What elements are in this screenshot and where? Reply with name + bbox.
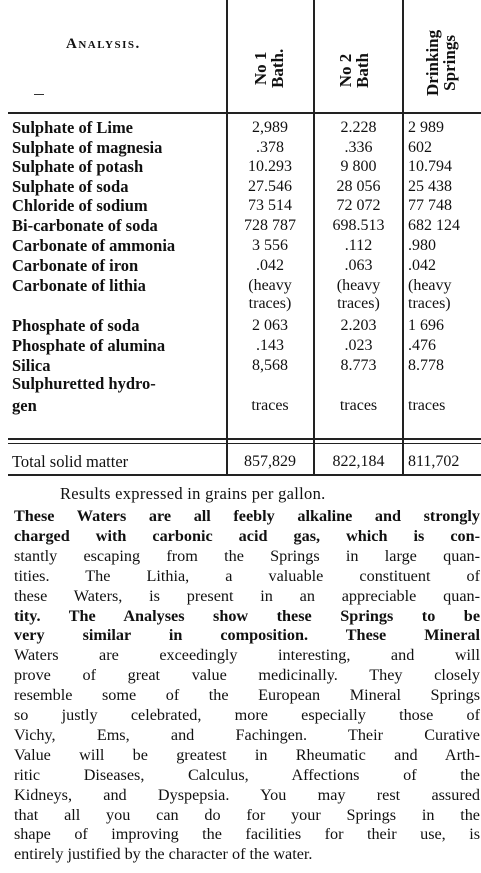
row-name: Silica [12,356,51,375]
value-no2-bath: 28 056 [336,178,381,195]
column-header-drinking-springs: Drinking Springs [423,29,459,96]
value-no1-bath: (heavy [248,277,292,294]
paragraph-line: shape of improving the facilities for their use, is [14,825,480,844]
results-note: Results expressed in grains per gallon. [60,484,326,503]
total-no2-bath: 822,184 [332,453,385,470]
table-row [0,196,481,216]
paragraph-line: that all you can do for your Springs in the [14,805,480,824]
value-drinking-springs: .042 [408,257,436,274]
value-drinking-springs: traces [408,397,446,414]
value-no1-bath: 728 787 [244,217,296,234]
value-drinking-springs: 10.794 [408,158,452,175]
paragraph-line: so justly celebrated, more especially those of [14,706,480,724]
row-name: Carbonate of lithia [12,276,146,295]
value-drinking-springs: .476 [408,337,436,354]
row-name: Carbonate of ammonia [12,236,176,255]
paragraph-line: These Waters are all feebly alkaline and strongly [14,507,480,525]
table-row [0,276,481,296]
row-name: Bi-carbonate of soda [12,216,158,235]
total-row [0,452,481,472]
value-drinking-springs: 77 748 [408,197,452,214]
value-no2-bath: .336 [344,139,373,156]
paragraph-line: very similar in composition. These Mineral [14,626,480,645]
value-drinking-springs: 682 124 [408,217,460,234]
value-no1-bath: traces) [248,295,292,312]
value-no1-bath: traces [251,397,289,414]
value-drinking-springs: 25 438 [408,178,452,195]
table-row [0,216,481,236]
column-header-no2-bath: No 2 Bath [336,53,372,88]
table-row [0,236,481,256]
value-no2-bath: traces [339,397,378,414]
paragraph-line: resemble some of the European Mineral Springs [14,686,480,705]
table-row [0,177,481,197]
value-no2-bath: 72 072 [336,197,381,214]
value-drinking-springs: 602 [408,139,432,156]
table-row [0,356,481,376]
total-label: Total solid matter [12,452,129,471]
table-row [0,256,481,276]
row-name: Sulphuretted hydro- [12,374,156,393]
row-name: Carbonate of iron [12,256,139,275]
row-name: Sulphate of soda [12,177,129,196]
value-no1-bath: 3 556 [252,237,288,254]
value-no1-bath: .042 [256,257,284,274]
value-no2-bath: 2.203 [340,317,377,334]
row-name: Sulphate of potash [12,157,144,176]
column-header-no1-bath: No 1 Bath. [251,48,287,88]
value-no2-bath: (heavy [336,277,381,294]
row-name: Phosphate of soda [12,316,140,335]
value-no2-bath: traces) [337,295,380,312]
paragraph-line: tities. The Lithia, a valuable constituent of [14,566,480,585]
total-bottom-rule [8,474,481,476]
table-row [0,316,481,336]
paragraph-line: charged with carbonic acid gas, which is con- [14,526,480,545]
value-no2-bath: 2.228 [340,119,377,136]
paragraph-line: these Waters, is present in an appreciable quan- [14,586,480,605]
value-no1-bath: 2 063 [252,317,288,334]
total-drinking-springs: 811,702 [408,453,460,470]
value-no1-bath: .143 [256,337,284,354]
paragraph-line: Vichy, Ems, and Fachingen. Their Curative [14,725,480,744]
value-no2-bath: .023 [344,337,373,354]
value-drinking-springs: 1 696 [408,317,444,334]
header-rule [8,112,481,114]
paragraph-line: Waters are exceedingly interesting, and will [14,646,480,665]
paragraph-line: Kidneys, and Dyspepsia. You may rest assured [14,785,480,804]
table-row [0,374,481,394]
value-drinking-springs: .980 [408,237,436,254]
value-drinking-springs: 2 989 [408,119,444,136]
paragraph-line: prove of great value medicinally. They closely [14,666,480,685]
row-name: gen [12,396,37,415]
row-name: Phosphate of alumina [12,336,166,355]
value-drinking-springs: traces) [408,295,451,312]
paragraph-line: tity. The Analyses show these Springs to be [14,606,480,625]
table-row [0,157,481,177]
value-no1-bath: 8,568 [252,357,288,374]
paragraph-line: entirely justified by the character of the water. [14,845,313,864]
paragraph-line: Value will be greatest in Rheumatic and Arth- [14,745,480,764]
value-no1-bath: 2,989 [252,119,288,136]
value-drinking-springs: (heavy [408,277,452,294]
total-no1-bath: 857,829 [244,453,296,470]
table-row [0,138,481,158]
value-no1-bath: .378 [256,139,284,156]
header-dash [34,94,44,95]
row-name: Chloride of sodium [12,196,148,215]
table-row [0,294,481,314]
value-no2-bath: .063 [344,257,373,274]
table-title: Analysis. [66,36,141,52]
total-top-rule-2 [8,443,481,444]
value-drinking-springs: 8.778 [408,357,444,374]
value-no2-bath: 698.513 [332,217,385,234]
value-no1-bath: 10.293 [248,158,292,175]
table-row [0,118,481,138]
value-no2-bath: 8.773 [340,357,377,374]
row-name: Sulphate of Lime [12,118,134,137]
paragraph-line: stantly escaping from the Springs in large quan- [14,546,480,565]
value-no1-bath: 27.546 [248,178,292,195]
value-no1-bath: 73 514 [248,197,292,214]
value-no2-bath: .112 [344,237,373,254]
table-row [0,396,481,416]
paragraph-line: ritic Diseases, Calculus, Affections of the [14,765,480,784]
value-no2-bath: 9 800 [340,158,377,175]
total-top-rule [8,438,481,440]
table-row [0,336,481,356]
row-name: Sulphate of magnesia [12,138,163,157]
